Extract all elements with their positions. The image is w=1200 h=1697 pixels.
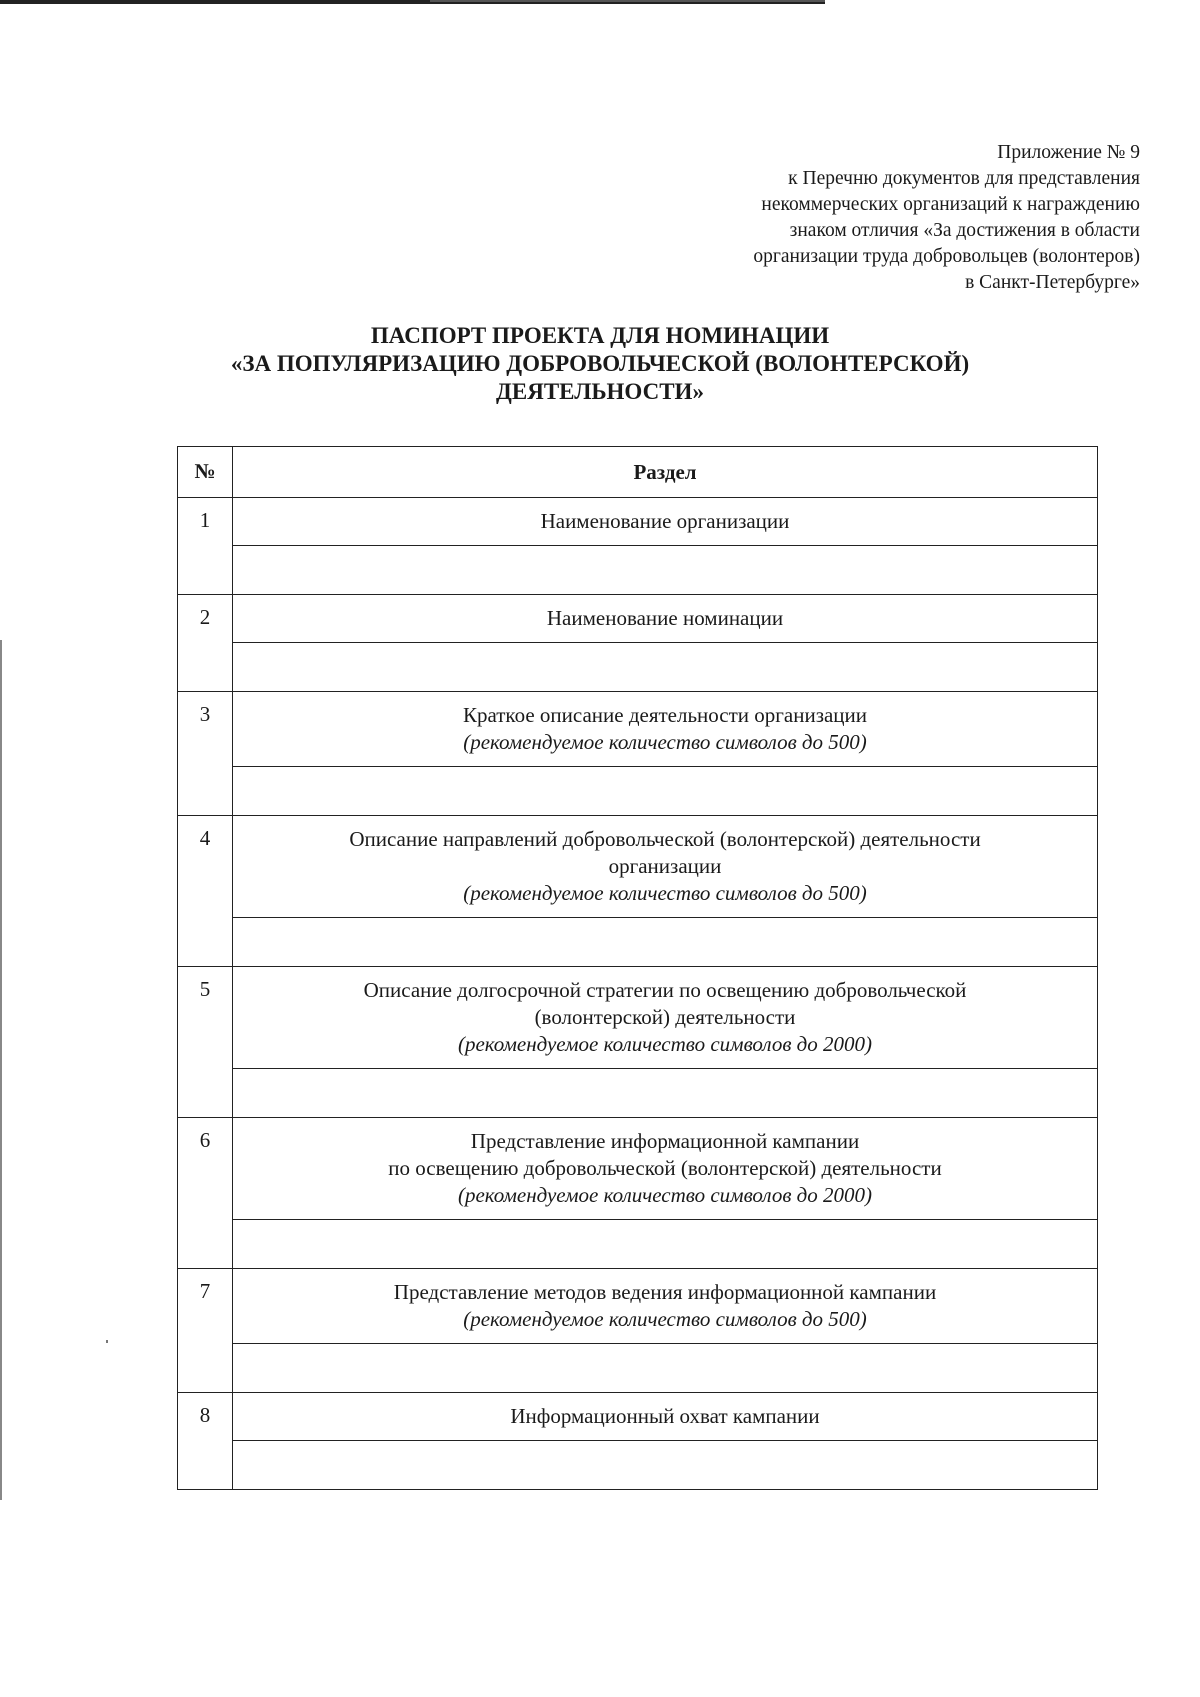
document-title [0, 322, 1200, 406]
appendix-line: в Санкт-Петербурге» [965, 272, 1140, 293]
answer-field[interactable] [233, 918, 1098, 967]
row-number: 5 [178, 967, 233, 1118]
table-row [178, 1118, 1098, 1220]
table-row-answer [178, 1069, 1098, 1118]
row-number: 1 [178, 498, 233, 595]
section-label-cell [233, 1269, 1098, 1344]
section-hint: (рекомендуемое количество символов до 500) [463, 730, 867, 754]
title-line: ПАСПОРТ ПРОЕКТА ДЛЯ НОМИНАЦИИ [370, 323, 830, 348]
section-label: Краткое описание деятельности организации [462, 703, 868, 727]
appendix-line: Приложение № 9 [997, 142, 1140, 163]
section-label-cell [233, 692, 1098, 767]
section-hint: (рекомендуемое количество символов до 2000) [457, 1032, 873, 1056]
title-line: «ЗА ПОПУЛЯРИЗАЦИЮ ДОБРОВОЛЬЧЕСКОЙ (ВОЛОНТЕРСКОЙ) [230, 351, 970, 376]
appendix-line: организации труда добровольцев (волонтеров) [753, 246, 1140, 267]
table-row-answer [178, 546, 1098, 595]
table-row [178, 595, 1098, 643]
table-row-answer [178, 767, 1098, 816]
table-row [178, 967, 1098, 1069]
title-line: ДЕЯТЕЛЬНОСТИ» [496, 379, 704, 404]
row-number: 3 [178, 692, 233, 816]
passport-table [177, 446, 1098, 1490]
appendix-line: знаком отличия «За достижения в области [789, 220, 1140, 241]
header-section: Раздел [233, 447, 1098, 498]
section-label: Представление информационной кампании [470, 1129, 860, 1153]
table-row [178, 816, 1098, 918]
section-label-cell [233, 595, 1098, 643]
table-row [178, 498, 1098, 546]
answer-field[interactable] [233, 643, 1098, 692]
section-label-cell [233, 1393, 1098, 1441]
section-label-cell [233, 816, 1098, 918]
section-label: Наименование организации [540, 509, 790, 533]
section-label: Информационный охват кампании [510, 1404, 820, 1428]
table-row-answer [178, 1220, 1098, 1269]
appendix-line: к Перечню документов для представления [788, 168, 1140, 189]
answer-field[interactable] [233, 1344, 1098, 1393]
row-number: 6 [178, 1118, 233, 1269]
section-label: (волонтерской) деятельности [534, 1005, 796, 1029]
table-row-answer [178, 643, 1098, 692]
row-number: 8 [178, 1393, 233, 1490]
answer-field[interactable] [233, 546, 1098, 595]
appendix-note [753, 140, 1140, 296]
row-number: 2 [178, 595, 233, 692]
section-label: по освещению добровольческой (волонтерской) деятельности [388, 1156, 942, 1180]
section-hint: (рекомендуемое количество символов до 500) [463, 1307, 867, 1331]
section-label: Наименование номинации [546, 606, 784, 630]
scan-border-left [0, 640, 2, 1500]
section-label: Описание направлений добровольческой (волонтерской) деятельности [349, 827, 981, 851]
row-number: 4 [178, 816, 233, 967]
appendix-line: некоммерческих организаций к награждению [761, 194, 1140, 215]
section-label-cell [233, 967, 1098, 1069]
header-num: № [178, 447, 233, 498]
row-number: 7 [178, 1269, 233, 1393]
table-row-answer [178, 1441, 1098, 1490]
section-hint: (рекомендуемое количество символов до 2000) [457, 1183, 873, 1207]
section-label: Представление методов ведения информационной кампании [393, 1280, 937, 1304]
section-label: Описание долгосрочной стратегии по освещению добровольческой [363, 978, 967, 1002]
table-row-answer [178, 918, 1098, 967]
answer-field[interactable] [233, 1069, 1098, 1118]
section-label: организации [608, 854, 722, 878]
scan-speck [106, 1340, 108, 1343]
section-label-cell [233, 1118, 1098, 1220]
section-hint: (рекомендуемое количество символов до 500) [463, 881, 867, 905]
answer-field[interactable] [233, 1220, 1098, 1269]
answer-field[interactable] [233, 767, 1098, 816]
answer-field[interactable] [233, 1441, 1098, 1490]
table-row [178, 692, 1098, 767]
table-row [178, 1393, 1098, 1441]
section-label-cell [233, 498, 1098, 546]
table-row [178, 1269, 1098, 1344]
table-header-row [178, 447, 1098, 498]
table-row-answer [178, 1344, 1098, 1393]
scan-border-top-secondary [430, 0, 825, 2]
